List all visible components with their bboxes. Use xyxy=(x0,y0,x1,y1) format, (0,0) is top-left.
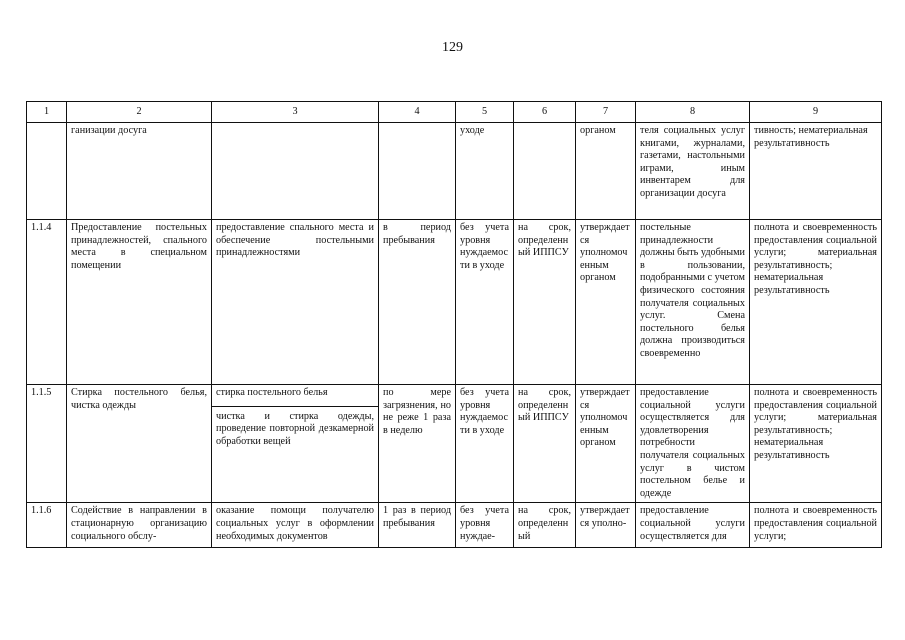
service-description-part-2: чистка и стирка одежды, проведение повторной дезкамерной обработки вещей xyxy=(216,410,374,447)
col-header-6: 6 xyxy=(514,102,576,123)
tariff: утверждается уполномоченным органом xyxy=(576,385,636,503)
service-name: ганизации досуга xyxy=(67,123,212,220)
service-term: на срок, определенный xyxy=(514,503,576,548)
col-header-2: 2 xyxy=(67,102,212,123)
tariff: утверждается уполномоченным органом xyxy=(576,220,636,385)
service-frequency: по мере загрязнения, но не реже 1 раза в неделю xyxy=(379,385,456,503)
service-description-part-1: стирка постельного белья xyxy=(212,385,378,407)
col-header-4: 4 xyxy=(379,102,456,123)
tariff: утверждается уполно- xyxy=(576,503,636,548)
col-header-8: 8 xyxy=(636,102,750,123)
table-row xyxy=(27,385,882,503)
service-name: Предоставление постельных принадлежностей, спального места в специальном помещении xyxy=(67,220,212,385)
service-term: на срок, определенный ИППСУ xyxy=(514,385,576,503)
care-level: без учета уровня нуждае- xyxy=(456,503,514,548)
table-row xyxy=(27,123,882,220)
service-frequency: 1 раз в период пребывания xyxy=(379,503,456,548)
quality-requirements: предоставление социальной услуги осуществляется для удовлетворения потребности получателя социальных услуг в чистом постельном белье и одежде xyxy=(636,385,750,503)
care-level: без учета уровня нуждаемости в уходе xyxy=(456,385,514,503)
table-row xyxy=(27,503,882,548)
quality-requirements: теля социальных услуг книгами, журналами, газетами, настольными играми, иным инвентарем для организации досуга xyxy=(636,123,750,220)
quality-requirements: постельные принадлежности должны быть удобными в пользовании, подобранными с учетом физического состояния получателя социальных услуг. Смена постельного белья должна производиться своевременно xyxy=(636,220,750,385)
care-level: без учета уровня нуждаемости в уходе xyxy=(456,220,514,385)
services-table xyxy=(26,101,882,548)
evaluation-criteria: полнота и своевременность предоставления социальной услуги; материальная результативность; нематериальная результативность xyxy=(750,220,882,385)
service-frequency xyxy=(379,123,456,220)
col-header-3: 3 xyxy=(212,102,379,123)
row-number: 1.1.4 xyxy=(27,220,67,385)
col-header-1: 1 xyxy=(27,102,67,123)
service-description: оказание помощи получателю социальных услуг в оформлении необходимых документов xyxy=(212,503,379,548)
row-number: 1.1.5 xyxy=(27,385,67,503)
care-level: уходе xyxy=(456,123,514,220)
service-term: на срок, определенный ИППСУ xyxy=(514,220,576,385)
table-row xyxy=(27,220,882,385)
service-name: Содействие в направлении в стационарную организацию социального обслу- xyxy=(67,503,212,548)
col-header-7: 7 xyxy=(576,102,636,123)
header-row xyxy=(27,102,882,123)
service-term xyxy=(514,123,576,220)
service-name: Стирка постельного белья, чистка одежды xyxy=(67,385,212,503)
service-frequency: в период пребывания xyxy=(379,220,456,385)
service-description: предоставление спального места и обеспечение постельными принадлежностями xyxy=(212,220,379,385)
page-number: 129 xyxy=(442,40,463,55)
evaluation-criteria: полнота и своевременность предоставления социальной услуги; xyxy=(750,503,882,548)
col-header-5: 5 xyxy=(456,102,514,123)
service-description xyxy=(212,123,379,220)
col-header-9: 9 xyxy=(750,102,882,123)
service-description xyxy=(212,385,379,503)
quality-requirements: предоставление социальной услуги осуществляется для xyxy=(636,503,750,548)
evaluation-criteria: тивность; нематериальная результативность xyxy=(750,123,882,220)
tariff: органом xyxy=(576,123,636,220)
row-number xyxy=(27,123,67,220)
evaluation-criteria: полнота и своевременность предоставления социальной услуги; материальная результативность; нематериальная результативность xyxy=(750,385,882,503)
row-number: 1.1.6 xyxy=(27,503,67,548)
